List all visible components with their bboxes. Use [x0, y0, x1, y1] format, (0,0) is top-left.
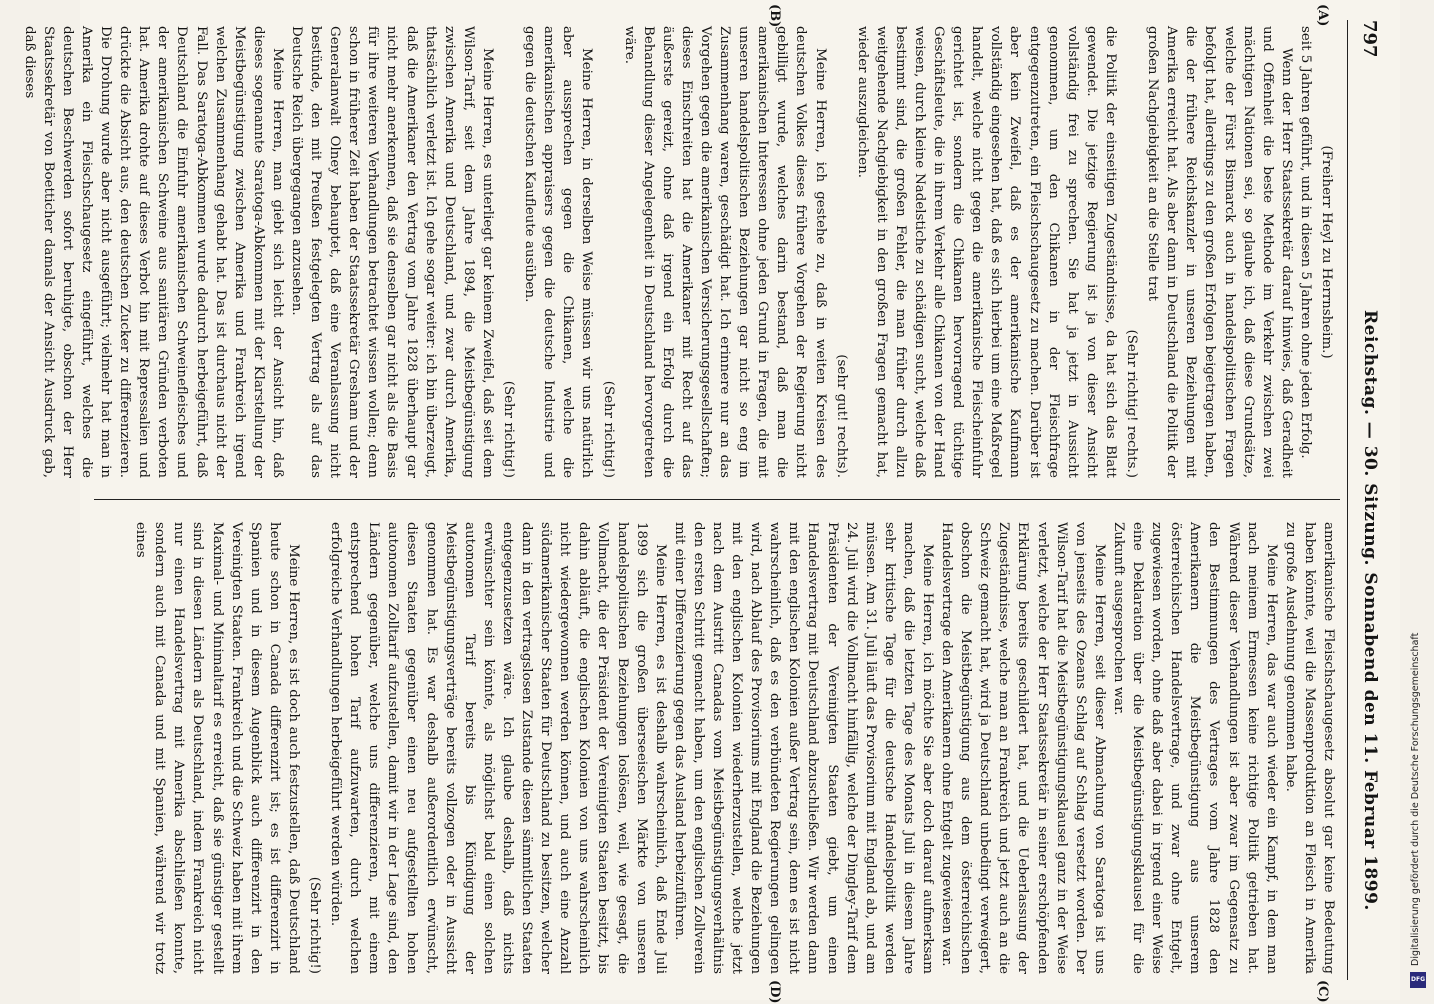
running-title: Reichstag. — 30. Sitzung. Sonnabend den 11. Februar 1899.: [1360, 310, 1380, 911]
column-divider: [94, 499, 1340, 500]
paragraph: Wenn der Herr Staatssekretär darauf hinwies, daß Geradheit und Offenheit die beste Methode im Verkehr zwischen zwei mächtigen Nationen sei, so glaube ich, daß diese Grundsätze, welche der Fürst Bismarck auch in handelspolitischen Fragen befolgt hat, allerdings zu den großen Erfolgen beigetragen haben, die der frühere Reichskanzler in unseren Beziehungen mit Amerika erreicht hat. Als aber dann in Deutschland die Politik der großen Nachgiebigkeit an die Stelle trat: [1145, 26, 1294, 478]
speaker-line: (Freiherr Heyl zu Herrnsheim.): [1319, 145, 1334, 359]
paragraph: seit 5 Jahren geführt, und in diesen 5 Jahren ohne jeden Erfolg.: [1297, 26, 1313, 459]
margin-marker-c: (C): [1315, 980, 1330, 1003]
paragraph: Meine Herren, es ist doch auch festzustellen, daß Deutschland heute schon in Canada differenzirt ist; es ist differenzirt in Spanien und in diesem Augenblick auch differenzirt in den Vereinigten Staaten. Frankreich und die Schweiz haben mit ihrem Maximal- und Minimaltarif es erreicht, daß sie günstiger gestellt sind in diesen Ländern als Deutschland, indem Frankreich nicht nur einen Handelsvertrag mit Amerika abschließen konnte, sondern auch mit Canada und mit Spanien, während wir trotz eines: [133, 522, 301, 974]
dfg-logo: DFG: [1410, 972, 1426, 988]
paragraph: Meine Herren, in derselben Weise müssen wir uns natürlich aber aussprechen gegen die Chikanen, welche die amerikanischen appraisers gegen die deutsche Industrie und gegen die deutschen Kaufleute ausüben.: [522, 26, 595, 478]
applause-note: (Sehr richtig! rechts.): [1124, 329, 1140, 478]
applause-note: (Sehr richtig!): [501, 380, 517, 478]
margin-marker-a: (A): [1315, 4, 1330, 27]
page-number: 797: [1359, 20, 1380, 58]
paragraph: Meine Herren, man giebt sich leicht der Ansicht hin, daß dieses sogenannte Saratoga-Abkommen mit der Klarstellung der Meistbegünstigung zwischen Amerika und Frankreich irgend welchen Zusammenhang gehabt hat. Das ist durchaus nicht der Fall. Das Saratoga-Abkommen wurde dadurch herbeigeführt, daß Deutschland die Einfuhr amerikanischen Schweinefleisches und der amerikanischen Schweine aus sanitären Gründen verboten hat. Amerika drohte auf dieses Verbot hin mit Repressalien und drückte die Absicht aus, den deutschen Zucker zu differenzieren. Die Drohung wurde aber nicht ausgeführt; vielmehr hat man in Amerika ein Fleischschaugesetz eingeführt, welches die deutschen Beschwerden sofort beruhigte, obschon der Herr Staatssekretär von Boetticher damals der Ansicht Ausdruck gab, daß dieses: [21, 26, 285, 478]
rotated-page: [21, 0, 1400, 1004]
paragraph: Meine Herren, ich gestehe zu, daß in weiten Kreisen des deutschen Volkes dieses frühere Vorgehen der Regierung nicht gebilligt wurde, welches darin bestand, daß man die amerikanischen Interessen ohne jeden Grund in Fragen, die mit unseren handelspolitischen Beziehungen gar nicht so eng im Zusammenhang waren, geschädigt hat. Ich erinnere nur an das Vorgehen gegen die amerikanischen Versicherungsgesellschaften; dieses Einschreiten hat die Amerikaner mit Recht auf das äußerste gereizt, ohne daß irgend ein Erfolg durch die Behandlung dieser Angelegenheit in Deutschland hervorgetreten wäre.: [621, 26, 828, 478]
applause-note: (Sehr richtig!): [307, 876, 323, 974]
paragraph: Meine Herren, ich möchte Sie aber doch darauf aufmerksam machen, daß die letzten Tage des Monats Juli in diesem Jahre sehr kritische Tage für die deutsche Handelspolitik werden müssen. Am 31. Juli läuft das Provisorium mit England ab, und am 24. Juli wird die Vollmacht hinfällig, welche der Dingley-Tarif dem Präsidenten der Vereinigten Staaten giebt, um einen Handelsvertrag mit Deutschland abzuschließen. Wir werden dann mit den englischen Kolonien außer Vertrag sein, denn es ist nicht wahrscheinlich, daß es den verbündeten Regierungen gelingen wird, nach Ablauf des Provisoriums mit England die Beziehungen mit den englischen Kolonien wiederherzustellen, welche jetzt nach dem Austritt Canadas vom Meistbegünstigungsverhältnis den ersten Schritt gemacht haben, um den englischen Zollverein mit einer Differenzierung gegen das Ausland herbeizuführen.: [671, 522, 936, 974]
header-rule: [1347, 20, 1348, 980]
footer-text: Digitalisierung gefördert durch die Deutsche Forschungsgemeinschaft: [1410, 632, 1421, 966]
paragraph: Meine Herren, es unterliegt gar keinem Zweifel, daß seit dem Wilson-Tarif, seit dem Jahre 1894, die Meistbegünstigung zwischen Amerika und Deutschland, und zwar durch Amerika, thatsächlich verletzt ist. Ich gehe sogar weiter: ich bin überzeugt, daß die Amerikaner den Vertrag vom Jahre 1828 überhaupt gar nicht mehr anerkennen, daß sie denselben gar nicht als die Basis für ihre weiteren Verhandlungen betrachtet wissen wollen; denn schon in früherer Zeit haben der Staatssekretär Gresham und der Generalanwalt Olney behauptet, daß eine Veranlassung nicht bestünde, den mit Preußen festgelegten Vertrag als auf das Deutsche Reich übergegangen anzusehen.: [289, 26, 495, 478]
left-column: [21, 26, 1338, 478]
margin-marker-b: (B): [767, 4, 782, 28]
paragraph: amerikanische Fleischschaugesetz absolut gar keine Bedeutung haben könnte, weil die Massenproduktion an Fleisch in Amerika zu große Ausdehnung genommen habe.: [1282, 522, 1336, 974]
paragraph: Meine Herren, es ist deshalb wahrscheinlich, daß Ende Juli 1899 sich die großen überseeischen Märkte von unseren handelspolitischen Beziehungen loslösen, weil, wie gesagt, die Vollmacht, die der Präsident der Vereinigten Staaten besitzt, bis dahin abläuft, die englischen Kolonien von uns wahrscheinlich nicht wiedergewonnen werden können, und auch eine Anzahl südamerikanischer Staaten für Deutschland zu besitzen, welcher dann in den vertragslosen Zustande diesen sämmtlichen Staaten entgegenzusetzen wäre. Ich glaube deshalb, daß nichts erwünschter sein könnte, als möglichst bald einen solchen autonomen Tarif bereits bis Kündigung der Meistbegünstigungsverträge bereits vollzogen oder in Aussicht genommen hat. Es war deshalb außerordentlich erwünscht, diesen Staaten gegenüber einen neu aufgestellten hohen autonomen Zolltarif aufzustellen, damit wir in der Lage sind, den Ländern gegenüber, welche uns differenzieren, mit einem entsprechend hohen Tarif aufzuwarten, durch welchen erfolgreiche Verhandlungen herbeigeführt werden würden.: [328, 522, 668, 974]
right-column: [96, 522, 1338, 974]
digitization-footer: [1408, 596, 1428, 996]
applause-note: (sehr gut! rechts).: [833, 354, 849, 478]
applause-note: (Sehr richtig!): [600, 380, 616, 478]
paragraph: Meine Herren, seit dieser Abmachung von Saratoga ist uns von jenseits des Ozeans Schlag auf Schlag versetzt worden. Der Wilson-Tarif hat die Meistbegünstigungsklausel ganz in der Weise verletzt, welche der Herr Staatssekretär in seiner erschöpfenden Erklärung bereits geschildert hat, und die Ueberlassung der Zugeständnisse, welche man an Frankreich und jetzt auch an die Schweiz gemacht hat, wird ja Deutschland unbedingt verweigert, obschon die Meistbegünstigung aus dem österreichischen Handelsvertrage den Amerikanern ohne Entgelt zugewiesen war.: [939, 522, 1107, 974]
margin-marker-d: (D): [767, 980, 782, 1004]
paragraph: die Politik der einseitigen Zugeständnisse, da hat sich das Blatt gewendet. Die jetzige Regierung ist ja von dieser Ansicht vollständig frei zu sprechen. Sie hat ja jetzt in Aussicht genommen, um den Chikanen in der Fleischfrage entgegenzutreten, ein Fleischschaugesetz zu machen. Darüber ist aber kein Zweifel, daß es der amerikanische Kaufmann vollständig eingesehen hat, daß es sich hierbei um eine Maßregel handelt, welche nicht gegen die amerikanische Fleischeinfuhr gerichtet ist, sondern die Chikanen hervorragend tüchtige Geschäftsleute, die in ihrem Verkehr alle Chikanen von der Hand weisen, durch kleine Nadelstiche zu schädigen sucht, welche daß bestimmt sind, die großen Fehler, die man früher durch allzu weitgehende Nachgiebigkeit in den großen Fragen gemacht hat, wieder auszugleichen.: [854, 26, 1118, 478]
page-header: [1350, 20, 1386, 980]
paragraph: Meine Herren, das war auch wieder ein Kampf, in dem man nach meinem Ermessen keine richtige Politik getrieben hat. Während dieser Verhandlungen ist aber zwar im Gegensatz zu den Bestimmungen des Vertrages vom Jahre 1828 den Amerikanern die Meistbegünstigung aus unserem österreichischen Handelsvertrage, und zwar ohne Entgelt, zugewiesen worden, ohne daß aber dabei in irgend einer Weise eine Deklaration über die Meistbegünstigungsklausel für die Zukunft ausgesprochen war.: [1110, 522, 1279, 974]
